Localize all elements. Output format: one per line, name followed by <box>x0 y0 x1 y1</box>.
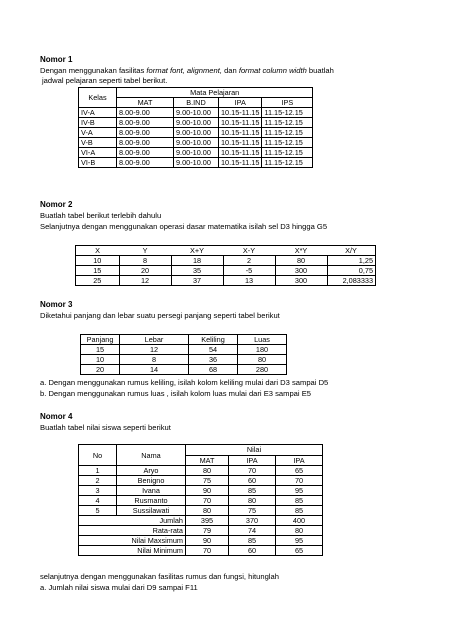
cell: 65 <box>276 466 323 476</box>
instruction-nomor-1 <box>40 66 334 77</box>
text: Dengan menggunakan fasilitas <box>40 66 147 75</box>
cell: 68 <box>189 365 238 375</box>
cell: 70 <box>276 476 323 486</box>
summary-row <box>79 526 323 536</box>
text-italic: format column width <box>238 66 307 75</box>
cell: 9.00-10.00 <box>174 148 219 158</box>
cell: 60 <box>229 546 276 556</box>
cell: 4 <box>79 496 117 506</box>
cell: 400 <box>276 516 323 526</box>
header-col: IPA <box>219 98 262 108</box>
cell: 11.15-12.15 <box>262 158 313 168</box>
table-row <box>79 108 313 118</box>
cell: 10.15-11.15 <box>219 118 262 128</box>
instruction-nomor-3: Diketahui panjang dan lebar suatu persegi panjang seperti tabel berikut <box>40 311 280 320</box>
cell: Sussilawati <box>117 506 186 516</box>
header-x-times-y: X*Y <box>275 246 327 256</box>
cell: 1,25 <box>327 256 376 266</box>
cell: 80 <box>186 506 229 516</box>
cell: 11.15-12.15 <box>262 148 313 158</box>
header-y: Y <box>119 246 171 256</box>
cell: 8 <box>120 355 189 365</box>
cell: 2,083333 <box>327 276 376 286</box>
cell: 85 <box>276 506 323 516</box>
header-kelas: Kelas <box>79 88 117 108</box>
header-col: IPA <box>229 455 276 466</box>
cell: 10 <box>76 256 120 266</box>
rectangle-table <box>80 334 287 375</box>
table-row <box>79 496 323 506</box>
cell: -5 <box>223 266 275 276</box>
table-header-row <box>81 335 287 345</box>
table-header-row <box>76 246 376 256</box>
table-row <box>76 256 376 266</box>
cell: 80 <box>186 466 229 476</box>
heading-nomor-2: Nomor 2 <box>40 200 73 209</box>
instruction-nomor-4: Buatlah tabel nilai siswa seperti berikut <box>40 423 171 432</box>
schedule-table <box>78 87 313 168</box>
cell: IV-A <box>79 108 117 118</box>
cell: 54 <box>189 345 238 355</box>
summary-label: Nilai Maxsimum <box>79 536 186 546</box>
summary-row <box>79 536 323 546</box>
cell: 95 <box>276 536 323 546</box>
text: buatlah <box>306 66 334 75</box>
cell: 9.00-10.00 <box>174 158 219 168</box>
header-col: IPA <box>276 455 323 466</box>
cell: 15 <box>81 345 120 355</box>
summary-label: Nilai Minimum <box>79 546 186 556</box>
cell: 80 <box>238 355 287 365</box>
cell: IV-B <box>79 118 117 128</box>
header-col: MAT <box>117 98 174 108</box>
cell: 8.00-9.00 <box>117 148 174 158</box>
cell: 180 <box>238 345 287 355</box>
cell: 75 <box>186 476 229 486</box>
cell: 5 <box>79 506 117 516</box>
cell: VI-A <box>79 148 117 158</box>
cell: Benigno <box>117 476 186 486</box>
cell: 70 <box>186 496 229 506</box>
table-row <box>79 118 313 128</box>
heading-nomor-3: Nomor 3 <box>40 300 73 309</box>
cell: 11.15-12.15 <box>262 118 313 128</box>
cell: 2 <box>223 256 275 266</box>
header-x-div-y: X/Y <box>327 246 376 256</box>
summary-row <box>79 516 323 526</box>
cell: 2 <box>79 476 117 486</box>
cell: 8.00-9.00 <box>117 108 174 118</box>
header-keliling: Keliling <box>189 335 238 345</box>
cell: V-B <box>79 138 117 148</box>
header-x-plus-y: X+Y <box>171 246 223 256</box>
cell: 80 <box>276 526 323 536</box>
cell: 85 <box>229 486 276 496</box>
cell: 20 <box>119 266 171 276</box>
cell: 11.15-12.15 <box>262 128 313 138</box>
cell: 75 <box>229 506 276 516</box>
cell: 11.15-12.15 <box>262 108 313 118</box>
table-row <box>76 266 376 276</box>
cell: 0,75 <box>327 266 376 276</box>
cell: 8.00-9.00 <box>117 138 174 148</box>
text-italic: format font, alignment, <box>146 66 222 75</box>
cell: 85 <box>276 496 323 506</box>
table-row <box>79 148 313 158</box>
header-x-minus-y: X-Y <box>223 246 275 256</box>
cell: 300 <box>275 276 327 286</box>
cell: 9.00-10.00 <box>174 118 219 128</box>
header-col: B.IND <box>174 98 219 108</box>
summary-label: Jumlah <box>79 516 186 526</box>
cell: 25 <box>76 276 120 286</box>
cell: 280 <box>238 365 287 375</box>
header-col: MAT <box>186 455 229 466</box>
cell: 95 <box>276 486 323 496</box>
cell: 395 <box>186 516 229 526</box>
table-row <box>81 365 287 375</box>
cell: 10.15-11.15 <box>219 128 262 138</box>
cell: 370 <box>229 516 276 526</box>
cell: 15 <box>76 266 120 276</box>
cell: 37 <box>171 276 223 286</box>
table-row <box>76 276 376 286</box>
cell: 10.15-11.15 <box>219 158 262 168</box>
instruction-nomor-1-line2: jadwal pelajaran seperti tabel berikut. <box>42 76 168 85</box>
cell: 8.00-9.00 <box>117 158 174 168</box>
cell: 12 <box>120 345 189 355</box>
table-row <box>79 128 313 138</box>
math-table <box>75 245 376 286</box>
cell: 20 <box>81 365 120 375</box>
table-row <box>79 506 323 516</box>
text: dan <box>221 66 239 75</box>
cell: 70 <box>186 546 229 556</box>
cell: 9.00-10.00 <box>174 128 219 138</box>
cell: 70 <box>229 466 276 476</box>
cell: 300 <box>275 266 327 276</box>
header-x: X <box>76 246 120 256</box>
instruction-nomor-4-line2: selanjutnya dengan menggunakan fasilitas rumus dan fungsi, hitunglah <box>40 572 279 581</box>
cell: 90 <box>186 536 229 546</box>
cell: V-A <box>79 128 117 138</box>
cell: 60 <box>229 476 276 486</box>
cell: Ivana <box>117 486 186 496</box>
grades-table <box>78 444 323 556</box>
cell: 10.15-11.15 <box>219 148 262 158</box>
table-row <box>79 466 323 476</box>
cell: 10 <box>81 355 120 365</box>
cell: 10.15-11.15 <box>219 138 262 148</box>
instruction-nomor-2-line1: Buatlah tabel berikut terlebih dahulu <box>40 211 162 220</box>
cell: 36 <box>189 355 238 365</box>
cell: 74 <box>229 526 276 536</box>
table-row <box>81 355 287 365</box>
instruction-nomor-4-line3: a. Jumlah nilai siswa mulai dari D9 sampai F11 <box>40 583 198 592</box>
cell: 1 <box>79 466 117 476</box>
cell: 65 <box>276 546 323 556</box>
cell: VI-B <box>79 158 117 168</box>
summary-label: Rata-rata <box>79 526 186 536</box>
cell: Aryo <box>117 466 186 476</box>
header-luas: Luas <box>238 335 287 345</box>
cell: 12 <box>119 276 171 286</box>
table-row <box>79 158 313 168</box>
header-lebar: Lebar <box>120 335 189 345</box>
cell: 13 <box>223 276 275 286</box>
cell: Rusmanto <box>117 496 186 506</box>
cell: 80 <box>275 256 327 266</box>
header-col: IPS <box>262 98 313 108</box>
table-row <box>79 138 313 148</box>
cell: 85 <box>229 536 276 546</box>
table-row <box>79 486 323 496</box>
cell: 18 <box>171 256 223 266</box>
cell: 79 <box>186 526 229 536</box>
cell: 9.00-10.00 <box>174 108 219 118</box>
instruction-nomor-3-a: a. Dengan menggunakan rumus keliling, isilah kolom keliling mulai dari D3 sampai D5 <box>40 378 329 387</box>
header-no: No <box>79 445 117 466</box>
cell: 9.00-10.00 <box>174 138 219 148</box>
cell: 10.15-11.15 <box>219 108 262 118</box>
cell: 8 <box>119 256 171 266</box>
cell: 8.00-9.00 <box>117 118 174 128</box>
instruction-nomor-3-b: b. Dengan menggunakan rumus luas , isilah kolom luas mulai dari E3 sampai E5 <box>40 389 311 398</box>
cell: 90 <box>186 486 229 496</box>
header-nilai: Nilai <box>186 445 323 456</box>
table-row <box>79 476 323 486</box>
cell: 14 <box>120 365 189 375</box>
cell: 80 <box>229 496 276 506</box>
table-row <box>81 345 287 355</box>
cell: 11.15-12.15 <box>262 138 313 148</box>
cell: 8.00-9.00 <box>117 128 174 138</box>
cell: 3 <box>79 486 117 496</box>
header-panjang: Panjang <box>81 335 120 345</box>
heading-nomor-1: Nomor 1 <box>40 55 73 64</box>
summary-row <box>79 546 323 556</box>
header-mata-pelajaran: Mata Pelajaran <box>117 88 313 98</box>
heading-nomor-4: Nomor 4 <box>40 412 73 421</box>
cell: 35 <box>171 266 223 276</box>
header-nama: Nama <box>117 445 186 466</box>
instruction-nomor-2-line2: Selanjutnya dengan menggunakan operasi dasar matematika isilah sel D3 hingga G5 <box>40 222 328 231</box>
